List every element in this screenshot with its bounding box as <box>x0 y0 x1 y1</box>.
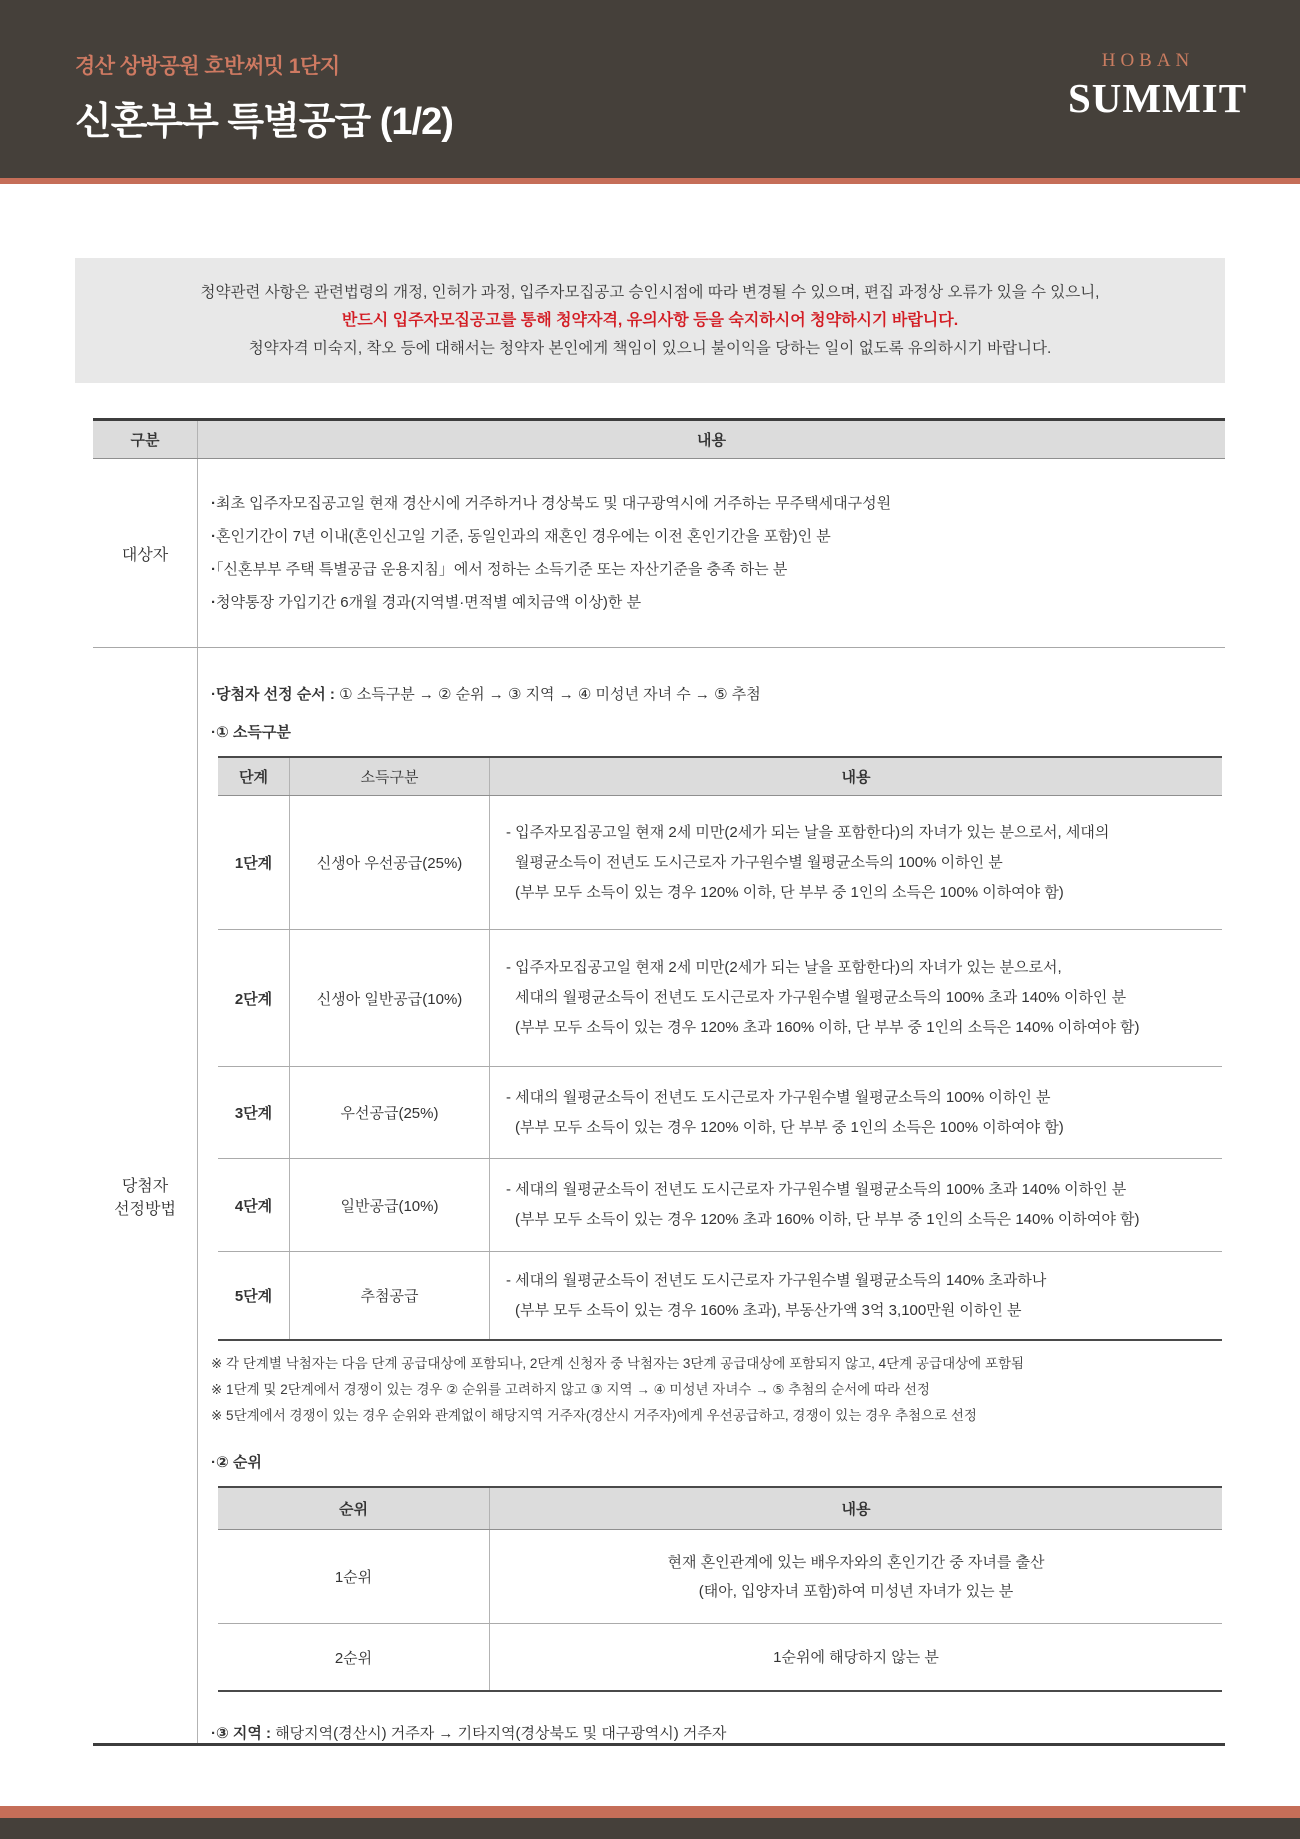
income-header-stage: 단계 <box>218 758 290 795</box>
income-desc-line: 월평균소득이 전년도 도시근로자 가구원수별 월평균소득의 100% 이하인 분 <box>515 853 1003 871</box>
income-category: 신생아 일반공급(10%) <box>290 930 490 1066</box>
notice-line-3: 청약자격 미숙지, 착오 등에 대해서는 청약자 본인에게 책임이 있으니 불이익을 당하는 일이 없도록 유의하시기 바랍니다. <box>248 339 1052 357</box>
income-stage: 3단계 <box>218 1067 290 1158</box>
notice-box <box>75 258 1225 383</box>
rank-header-content: 내용 <box>841 1501 871 1518</box>
header-accent-line <box>0 178 1300 184</box>
notice-line-1: 청약관련 사항은 관련법령의 개정, 인허가 과정, 입주자모집공고 승인시점에 따라 변경될 수 있으며, 편집 과정상 오류가 있을 수 있으니, <box>200 283 1100 301</box>
selection-order-sequence: ① 소득구분 → ② 순위 → ③ 지역 → ④ 미성년 자녀 수 → ⑤ 추첨 <box>339 686 761 703</box>
region-prefix: ③ 지역 : <box>216 1725 272 1742</box>
rank-desc-line: (태아, 입양자녀 포함)하여 미성년 자녀가 있는 분 <box>698 1582 1014 1600</box>
income-desc-line: - 세대의 월평균소득이 전년도 도시근로자 가구원수별 월평균소득의 140% 초과하나 <box>506 1271 1047 1289</box>
income-header-content: 내용 <box>841 769 871 786</box>
income-description <box>490 1067 1222 1158</box>
rank-table <box>218 1486 1222 1692</box>
note-line: ※ 1단계 및 2단계에서 경쟁이 있는 경우 ② 순위를 고려하지 않고 ③ 지역 → ④ 미성년 자녀수 → ⑤ 추첨의 순서에 따라 선정 <box>211 1382 930 1397</box>
income-description <box>490 1252 1222 1339</box>
income-stage: 1단계 <box>218 796 290 929</box>
main-table <box>93 418 1225 1746</box>
hoban-summit-logo <box>1068 50 1248 122</box>
income-header-category: 소득구분 <box>290 758 490 795</box>
rank-header-rank: 순위 <box>218 1488 490 1529</box>
income-desc-line: - 입주자모집공고일 현재 2세 미만(2세가 되는 날을 포함한다)의 자녀가 있는 분으로서, <box>506 959 1062 976</box>
selection-label-line1: 당첨자 <box>121 1177 169 1195</box>
selection-label-line2: 선정방법 <box>114 1200 176 1218</box>
income-category: 일반공급(10%) <box>290 1159 490 1251</box>
page-title: 신혼부부 특별공급 (1/2) <box>75 101 453 143</box>
rank-row-1 <box>218 1530 1222 1623</box>
target-bullet: · 청약통장 가입기간 6개월 경과(지역별·면적별 예치금액 이상)한 분 <box>211 586 1225 619</box>
income-row-3 <box>218 1066 1222 1158</box>
rank-description <box>490 1624 1222 1690</box>
income-desc-line: - 세대의 월평균소득이 전년도 도시근로자 가구원수별 월평균소득의 100% 이하인 분 <box>506 1088 1051 1106</box>
header-cell-category: 구분 <box>93 421 198 458</box>
income-desc-line: - 입주자모집공고일 현재 2세 미만(2세가 되는 날을 포함한다)의 자녀가 있는 분으로서, 세대의 <box>506 823 1110 841</box>
rank-section-heading: · ② 순위 <box>211 1451 1225 1472</box>
income-table-notes <box>211 1351 1225 1429</box>
footer-accent-line <box>0 1806 1300 1818</box>
selection-row <box>93 648 1225 1743</box>
region-sequence: 해당지역(경산시) 거주자 → 기타지역(경상북도 및 대구광역시) 거주자 <box>275 1725 727 1742</box>
note-line: ※ 5단계에서 경쟁이 있는 경우 순위와 관계없이 해당지역 거주자(경산시 거주자)에게 우선공급하고, 경쟁이 있는 경우 추첨으로 선정 <box>211 1408 977 1423</box>
target-bullet: · 「신혼부부 주택 특별공급 운용지침」에서 정하는 소득기준 또는 자산기준을 충족 하는 분 <box>211 553 1225 586</box>
notice-warning-line: 반드시 입주자모집공고를 통해 청약자격, 유의사항 등을 숙지하시어 청약하시기 바랍니다. <box>341 311 959 329</box>
rank-row-2 <box>218 1623 1222 1690</box>
income-desc-line: (부부 모두 소득이 있는 경우 120% 초과 160% 이하, 단 부부 중 1인의 소득은 140% 이하여야 함) <box>515 1019 1140 1036</box>
selection-order-line <box>211 683 1225 704</box>
footer-bar <box>0 1818 1300 1839</box>
income-stage: 2단계 <box>218 930 290 1066</box>
target-row-label: 대상자 <box>93 459 198 647</box>
income-row-2 <box>218 929 1222 1066</box>
target-bullet: · 최초 입주자모집공고일 현재 경산시에 거주하거나 경상북도 및 대구광역시에 거주하는 무주택세대구성원 <box>211 487 1225 520</box>
income-description <box>490 796 1222 929</box>
selection-row-label <box>93 648 198 1743</box>
rank-description <box>490 1530 1222 1623</box>
income-desc-line: (부부 모두 소득이 있는 경우 120% 이하, 단 부부 중 1인의 소득은 100% 이하여야 함) <box>515 883 1064 901</box>
logo-summit-text: SUMMIT <box>1068 75 1248 121</box>
income-desc-line: (부부 모두 소득이 있는 경우 120% 초과 160% 이하, 단 부부 중 1인의 소득은 140% 이하여야 함) <box>515 1211 1140 1228</box>
income-row-5 <box>218 1251 1222 1339</box>
income-desc-line: 세대의 월평균소득이 전년도 도시근로자 가구원수별 월평균소득의 100% 초과 140% 이하인 분 <box>515 989 1127 1006</box>
income-category: 신생아 우선공급(25%) <box>290 796 490 929</box>
income-desc-line: (부부 모두 소득이 있는 경우 160% 초과), 부동산가액 3억 3,100만원 이하인 분 <box>515 1301 1022 1319</box>
region-line <box>211 1722 1225 1743</box>
income-table-header-row <box>218 758 1222 796</box>
main-table-header-row <box>93 421 1225 459</box>
rank-label: 1순위 <box>218 1530 490 1623</box>
project-name: 경산 상방공원 호반써밋 1단지 <box>75 55 340 78</box>
income-row-1 <box>218 796 1222 929</box>
income-description <box>490 1159 1222 1251</box>
rank-label: 2순위 <box>218 1624 490 1690</box>
income-section-heading: · ① 소득구분 <box>211 721 1225 742</box>
rank-table-header-row <box>218 1488 1222 1530</box>
income-table <box>218 756 1222 1341</box>
header-cell-content: 내용 <box>697 432 726 449</box>
page-header <box>0 0 1300 178</box>
target-row <box>93 459 1225 648</box>
income-category: 우선공급(25%) <box>290 1067 490 1158</box>
income-row-4 <box>218 1158 1222 1251</box>
rank-desc-line: 1순위에 해당하지 않는 분 <box>773 1648 939 1666</box>
target-row-content <box>198 459 1225 647</box>
selection-row-content <box>198 648 1225 1743</box>
income-desc-line: - 세대의 월평균소득이 전년도 도시근로자 가구원수별 월평균소득의 100% 초과 140% 이하인 분 <box>506 1181 1127 1198</box>
income-category: 추첨공급 <box>290 1252 490 1339</box>
income-stage: 4단계 <box>218 1159 290 1251</box>
income-stage: 5단계 <box>218 1252 290 1339</box>
note-line: ※ 각 단계별 낙첨자는 다음 단계 공급대상에 포함되나, 2단계 신청자 중 낙첨자는 3단계 공급대상에 포함되지 않고, 4단계 공급대상에 포함됨 <box>211 1356 1025 1371</box>
income-desc-line: (부부 모두 소득이 있는 경우 120% 이하, 단 부부 중 1인의 소득은 100% 이하여야 함) <box>515 1118 1064 1136</box>
target-bullet: · 혼인기간이 7년 이내(혼인신고일 기준, 동일인과의 재혼인 경우에는 이전 혼인기간을 포함)인 분 <box>211 520 1225 553</box>
logo-hoban-text: HOBAN <box>1101 50 1195 71</box>
income-description <box>490 930 1222 1066</box>
rank-desc-line: 현재 혼인관계에 있는 배우자와의 혼인기간 중 자녀를 출산 <box>667 1553 1045 1571</box>
selection-order-prefix: 당첨자 선정 순서 : <box>216 686 335 703</box>
